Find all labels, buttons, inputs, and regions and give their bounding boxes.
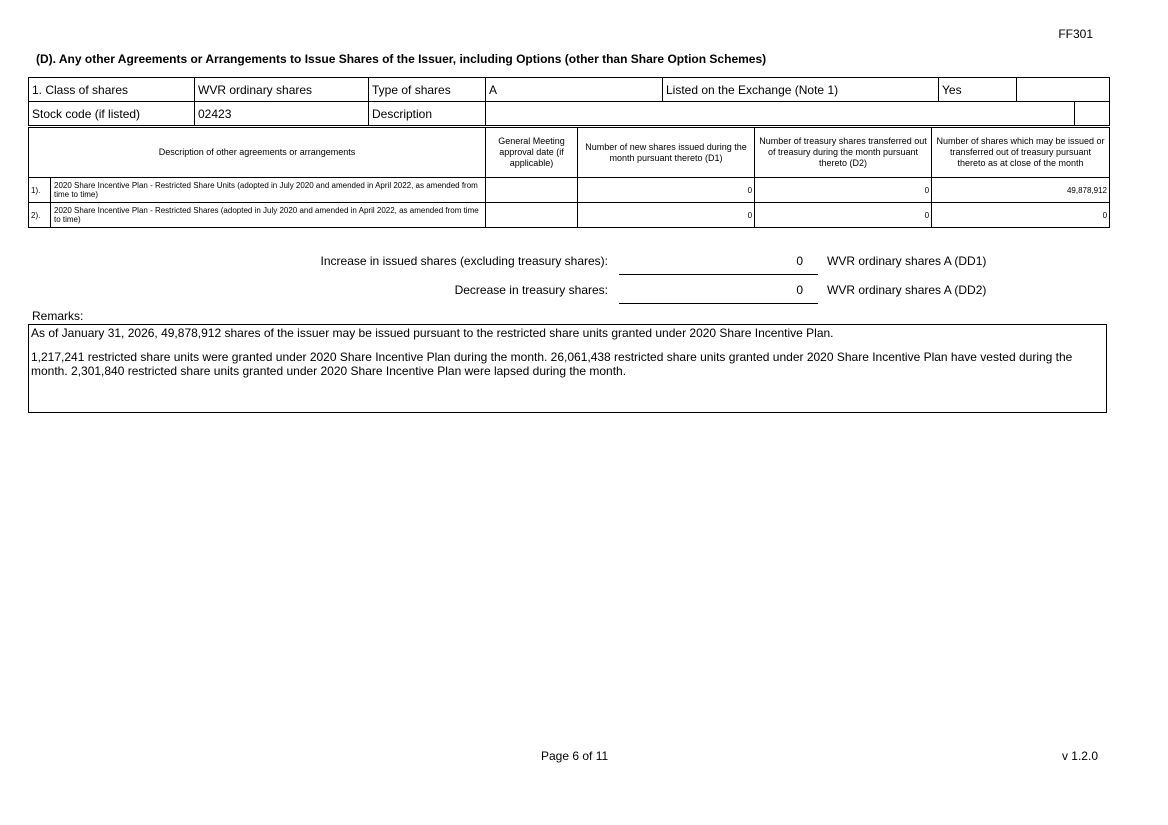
remarks-label: Remarks: xyxy=(32,309,84,323)
decrease-unit: WVR ordinary shares A (DD2) xyxy=(827,283,987,297)
header-description: Description of other agreements or arrangements xyxy=(29,128,486,178)
increase-unit: WVR ordinary shares A (DD1) xyxy=(827,254,987,268)
listed-value: Yes xyxy=(939,78,1017,102)
table-row xyxy=(29,178,1110,203)
row-description: 2020 Share Incentive Plan - Restricted Shares (adopted in July 2020 and amended in April 2022, as amended from time to time) xyxy=(51,203,486,228)
row-approval-date xyxy=(486,178,578,203)
section-heading: (D). Any other Agreements or Arrangements to Issue Shares of the Issuer, including Options (other than Share Option Schemes) xyxy=(36,52,767,66)
type-of-shares-label: Type of shares xyxy=(369,78,486,102)
description-label: Description xyxy=(369,102,486,126)
remarks-paragraph: As of January 31, 2026, 49,878,912 shares of the issuer may be issued pursuant to the restricted share units granted under 2020 Share Incentive Plan. xyxy=(31,326,834,340)
stock-code-label: Stock code (if listed) xyxy=(29,102,195,126)
remarks-box xyxy=(28,324,1107,413)
header-may-be-issued: Number of shares which may be issued or transferred out of treasury pursuant thereto as at close of the month xyxy=(932,128,1110,178)
header-treasury: Number of treasury shares transferred out of treasury during the month pursuant thereto (D2) xyxy=(755,128,932,178)
empty-cell xyxy=(1075,102,1110,126)
row-description: 2020 Share Incentive Plan - Restricted Share Units (adopted in July 2020 and amended in April 2022, as amended from time to time) xyxy=(51,178,486,203)
header-approval-date: General Meeting approval date (if applicable) xyxy=(486,128,578,178)
header-new-shares: Number of new shares issued during the month pursuant thereto (D1) xyxy=(578,128,755,178)
decrease-value: 0 xyxy=(796,283,803,297)
row-treasury: 0 xyxy=(755,203,932,228)
row-treasury: 0 xyxy=(755,178,932,203)
version-label: v 1.2.0 xyxy=(1061,749,1098,763)
decrease-label: Decrease in treasury shares: xyxy=(454,283,608,297)
class-of-shares-value: WVR ordinary shares xyxy=(195,78,369,102)
row-new-shares: 0 xyxy=(578,178,755,203)
stock-code-value: 02423 xyxy=(195,102,369,126)
increase-value: 0 xyxy=(796,254,803,268)
share-info-table xyxy=(28,77,1110,126)
row-may-be-issued: 0 xyxy=(932,203,1110,228)
empty-cell xyxy=(1017,78,1110,102)
row-index: 2). xyxy=(29,203,51,228)
class-of-shares-label: 1. Class of shares xyxy=(29,78,195,102)
row-new-shares: 0 xyxy=(578,203,755,228)
row-may-be-issued: 49,878,912 xyxy=(932,178,1110,203)
form-code: FF301 xyxy=(1058,27,1093,41)
increase-label: Increase in issued shares (excluding treasury shares): xyxy=(320,254,608,268)
listed-label: Listed on the Exchange (Note 1) xyxy=(663,78,939,102)
agreements-table xyxy=(28,127,1110,228)
table-row xyxy=(29,203,1110,228)
row-approval-date xyxy=(486,203,578,228)
description-value xyxy=(486,102,1075,126)
row-index: 1). xyxy=(29,178,51,203)
type-of-shares-value: A xyxy=(486,78,663,102)
remarks-paragraph: 1,217,241 restricted share units were granted under 2020 Share Incentive Plan during the month. 26,061,438 restricted share units granted under 2020 Share Incentive Plan have vested during the month. 2,301,840 restricted share units granted under 2020 Share Incentive Plan were lapsed during the month. xyxy=(31,350,1073,378)
page-number: Page 6 of 11 xyxy=(541,749,609,763)
